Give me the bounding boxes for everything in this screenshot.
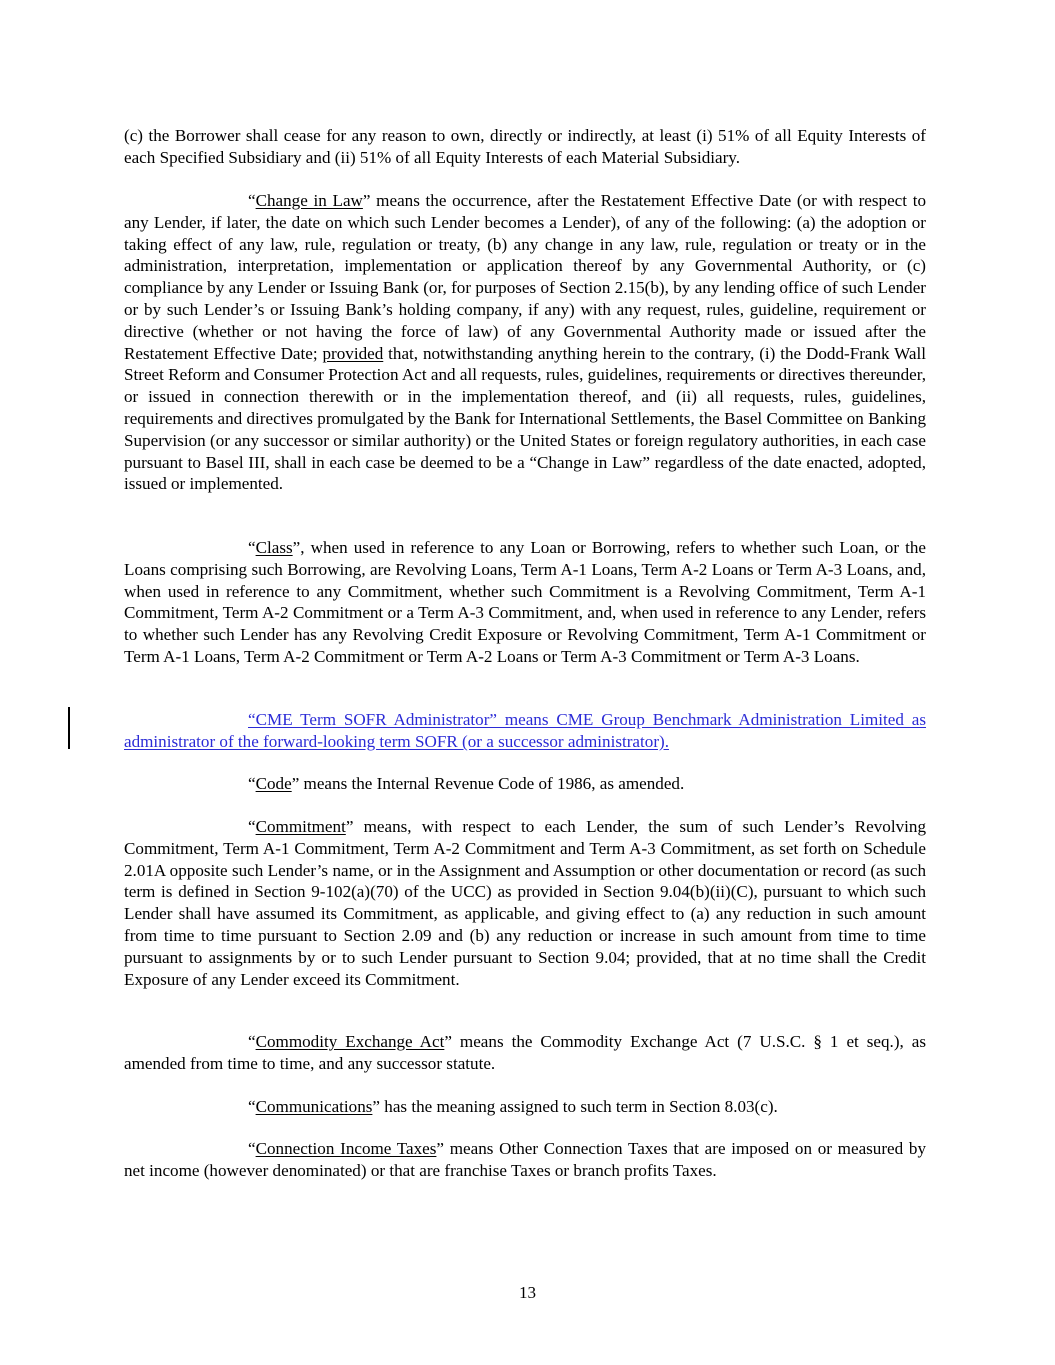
defined-term: Communications	[255, 1097, 373, 1116]
definition-connection-income-taxes: “Connection Income Taxes” means Other Connection Taxes that are imposed on or measured by net income (however denominated) or that are franchise Taxes or branch profits Taxes.	[124, 1139, 926, 1180]
definition-change-in-law: “Change in Law” means the occurrence, after the Restatement Effective Date (or with respect to any Lender, if later, the date on which such Lender becomes a Lender), of any of the following: (a) the adoption or taking effect of any law, rule, regulation or treaty, (b) any change in any law, rule, regulation or treaty or in the administration, interpretation, implementation or application thereof by any Governmental Authority, or (c) compliance by any Lender or Issuing Bank (or, for purposes of Section 2.15(b), by any lending office of such Lender or by such Lender’s or Issuing Bank’s holding company, if any) with any request, rules, guideline, requirement or directive (whether or not having the force of law) of any Governmental Authority made or issued after the Restatement Effective Date; provided that, notwithstanding anything herein to the contrary, (i) the Dodd-Frank Wall Street Reform and Consumer Protection Act and all requests, rules, guidelines, requirements or directives thereunder, or issued in connection therewith or in the implementation thereof, and (ii) all requests, rules, guidelines, requirements and directives promulgated by the Bank for International Settlements, the Basel Committee on Banking Supervision (or any successor or similar authority) or the United States or foreign regulatory authorities, in each case pursuant to Basel III, shall in each case be deemed to be a “Change in Law” regardless of the date enacted, adopted, issued or implemented.	[124, 191, 926, 494]
defined-term: Code	[255, 774, 292, 793]
definition-cme-term-sofr-administrator	[124, 709, 926, 753]
definition-class: “Class”, when used in reference to any Loan or Borrowing, refers to whether such Loan, or the Loans comprising such Borrowing, are Revolving Loans, Term A-1 Loans, Term A-2 Loans or Term A-3 Loans, and, when used in reference to any Commitment, whether such Commitment is a Revolving Commitment, Term A-1 Commitment, Term A-2 Commitment or a Term A-3 Commitment, and, when used in reference to any Lender, refers to whether such Lender has any Revolving Credit Exposure or Revolving Commitment, Term A-1 Commitment or Term A-1 Loans, Term A-2 Commitment or Term A-2 Loans or Term A-3 Commitment or Term A-3 Loans.	[124, 538, 926, 666]
paragraph-borrower-ownership	[124, 125, 926, 169]
revision-change-bar	[68, 707, 70, 749]
paragraph-text: (c) the Borrower shall cease for any reason to own, directly or indirectly, at least (i) 51% of all Equity Interests of each Specified Subsidiary and (ii) 51% of all Equity Interests of each Material Subsidiary.	[124, 126, 926, 167]
definition-code: “Code” means the Internal Revenue Code of 1986, as amended.	[248, 774, 685, 793]
defined-term: Class	[255, 538, 293, 557]
definition-communications: “Communications” has the meaning assigned to such term in Section 8.03(c).	[248, 1097, 778, 1116]
provided-term: provided	[322, 343, 384, 363]
definition-commodity-exchange-act: “Commodity Exchange Act” means the Commodity Exchange Act (7 U.S.C. § 1 et seq.), as amended from time to time, and any successor statute.	[124, 1032, 927, 1073]
defined-term: Commodity Exchange Act	[255, 1032, 445, 1051]
inserted-text: “CME Term SOFR Administrator” means CME Group Benchmark Administration Limited as administrator of the forward-looking term SOFR (or a successor administrator).	[124, 710, 926, 751]
definition-commitment: “Commitment” means, with respect to each Lender, the sum of such Lender’s Revolving Commitment, Term A-1 Commitment, Term A-2 Commitment and Term A-3 Commitment, as set forth on Schedule 2.01A opposite such Lender’s name, or in the Assignment and Assumption or other documentation or record (as such term is defined in Section 9-102(a)(70) of the UCC) as provided in Section 9.04(b)(ii)(C), pursuant to which such Lender shall have assumed its Commitment, as applicable, and giving effect to (a) any reduction in such amount from time to time pursuant to Section 2.09 and (b) any reduction or increase in such amount from time to time pursuant to assignments by or to such Lender pursuant to Section 9.04; provided, that at no time shall the Credit Exposure of any Lender exceed its Commitment.	[124, 817, 926, 989]
defined-term: Connection Income Taxes	[255, 1139, 437, 1158]
defined-term: Change in Law	[255, 191, 363, 210]
defined-term: Commitment	[255, 817, 346, 836]
page-number: 13	[518, 1283, 537, 1302]
